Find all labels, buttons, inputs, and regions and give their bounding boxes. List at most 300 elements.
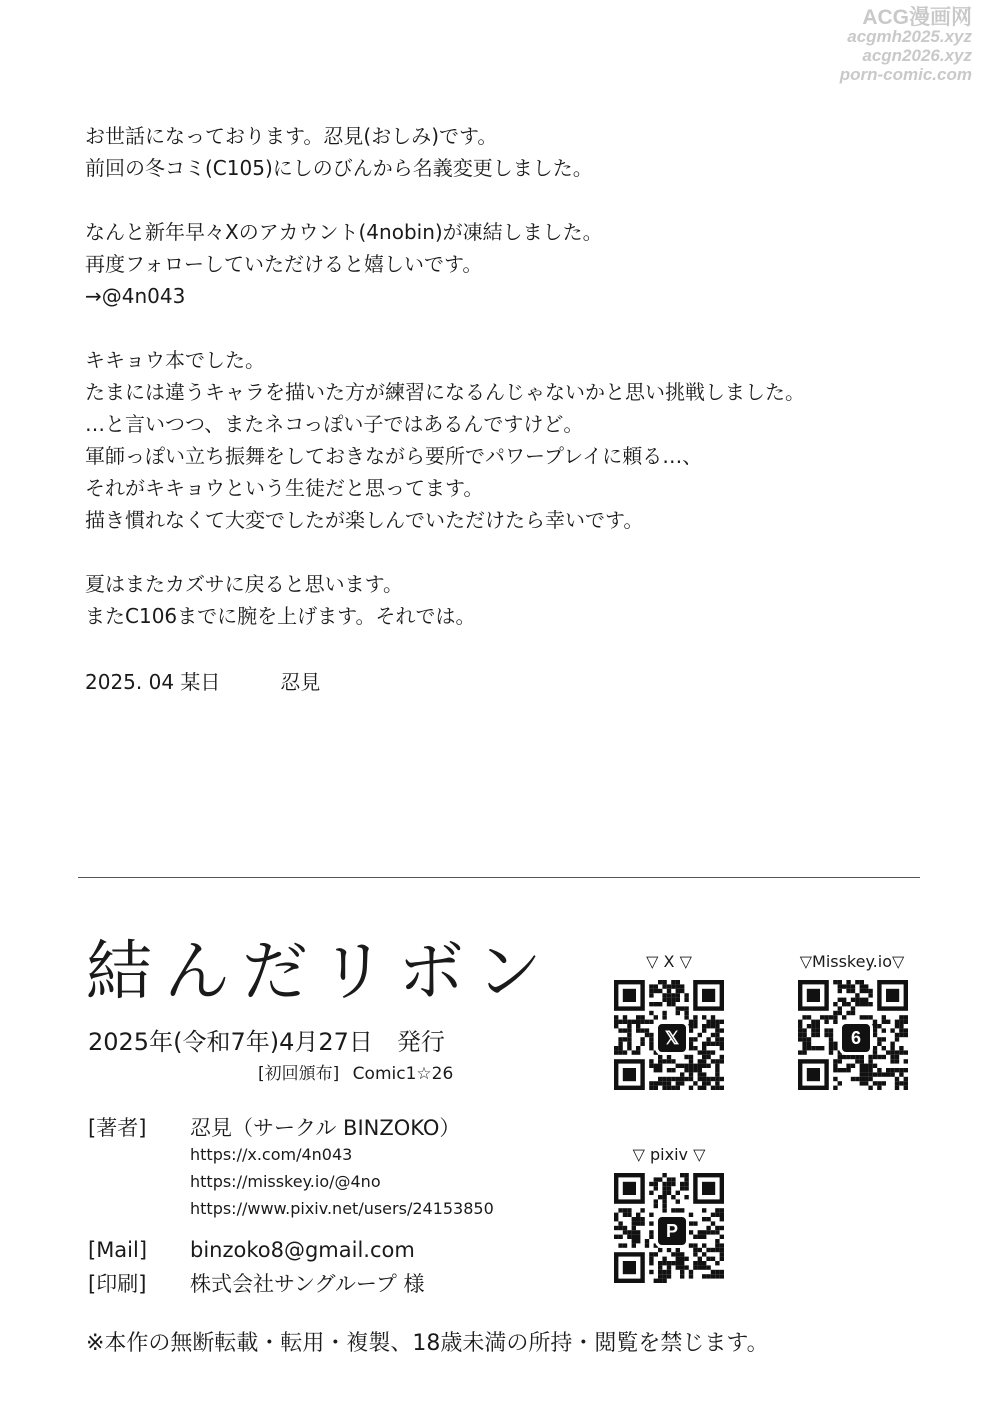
qr-module [711,1257,715,1261]
qr-module [811,1033,815,1037]
qr-module [886,1020,890,1024]
qr-module [662,1261,666,1265]
qr-module [706,1024,710,1028]
qr-module [662,1173,666,1177]
qr-module [667,1002,671,1006]
qr-module [720,1077,724,1081]
qr-module [842,1015,846,1019]
afterword-line: キキョウ本でした。 [85,348,265,372]
first-distribution-label: [初回頒布] [258,1064,340,1084]
qr-module [720,1046,724,1050]
qr-module [667,1270,671,1274]
qr-module [706,1217,710,1221]
qr-module [689,1020,693,1024]
qr-module [851,984,855,988]
qr-module [711,1230,715,1234]
qr-module [640,1028,644,1032]
qr-module [640,1221,644,1225]
afterword [85,120,925,664]
qr-module [864,1068,868,1072]
qr-module [829,1046,833,1050]
qr-module [838,1068,842,1072]
qr-module [680,1006,684,1010]
qr-module [649,1037,653,1041]
qr-module [886,1068,890,1072]
qr-module [671,1182,675,1186]
qr-module [662,984,666,988]
qr-module [702,1261,706,1265]
qr-module [693,1235,697,1239]
afterword-author: 忍見 [280,670,321,694]
qr-module [676,1086,680,1090]
qr-module [877,1072,881,1076]
qr-module [890,1072,894,1076]
qr-module [693,1046,697,1050]
qr-module [636,1221,640,1225]
qr-module [802,1028,806,1032]
qr-module [698,1050,702,1054]
qr-module [640,1020,644,1024]
qr-module [833,1020,837,1024]
qr-module [873,1081,877,1085]
qr-module [698,1230,702,1234]
section-divider [78,877,920,878]
qr-module [698,1261,702,1265]
qr-module [706,1064,710,1068]
qr-module [632,1243,636,1247]
qr-module [706,1037,710,1041]
publication-date: 2025年(令和7年)4月27日 発行 [88,1028,445,1056]
qr-module [689,1068,693,1072]
qr-module [662,1199,666,1203]
qr-module [706,1230,710,1234]
qr-module [614,1226,618,1230]
qr-module [693,1037,697,1041]
qr-module [680,1274,684,1278]
qr-module [833,1046,837,1050]
qr-module [711,1221,715,1225]
qr-module [702,1024,706,1028]
qr-module [693,1068,697,1072]
qr-module [904,1050,908,1054]
qr-module [680,1265,684,1269]
pixiv-logo-icon: P [655,1214,689,1248]
afterword-line: 軍師っぽい立ち振舞をしておきながら要所でパワープレイに頼る…、 [85,444,703,468]
qr-module [680,1252,684,1256]
qr-module [868,1055,872,1059]
qr-module [864,998,868,1002]
qr-module [636,1217,640,1221]
qr-module [846,989,850,993]
qr-module [842,1068,846,1072]
qr-module [715,1064,719,1068]
qr-module [890,1059,894,1063]
qr-module [640,1217,644,1221]
qr-finder-pattern [807,989,820,1002]
qr-module [802,1015,806,1019]
qr-module [689,1274,693,1278]
qr-module [654,1279,658,1283]
afterword-paragraph [85,568,925,632]
misskey-logo-icon: 6 [839,1021,873,1055]
qr-module [662,1191,666,1195]
qr-module [882,1020,886,1024]
qr-module [654,1068,658,1072]
qr-module [890,1055,894,1059]
qr-module [676,1265,680,1269]
qr-module [680,984,684,988]
qr-code-x[interactable] [614,980,724,1090]
qr-module [689,1221,693,1225]
qr-module [846,1068,850,1072]
qr-module [882,1046,886,1050]
qr-module [684,1257,688,1261]
qr-module [649,1064,653,1068]
qr-module [676,989,680,993]
qr-module [654,1204,658,1208]
qr-module [667,1274,671,1278]
qr-module [895,1050,899,1054]
qr-module [693,1243,697,1247]
qr-module [798,1024,802,1028]
qr-module [649,1059,653,1063]
qr-caption-x: ▽ X ▽ [646,952,692,971]
qr-module [693,1261,697,1265]
qr-module [671,1195,675,1199]
qr-module [715,1037,719,1041]
qr-module [860,1064,864,1068]
qr-module [649,1033,653,1037]
qr-module [720,1248,724,1252]
qr-module [899,1081,903,1085]
qr-module [649,1042,653,1046]
qr-module [658,1002,662,1006]
qr-module [838,984,842,988]
qr-module [627,1033,631,1037]
qr-caption-pixiv: ▽ pixiv ▽ [632,1145,706,1164]
qr-finder-pattern [702,989,715,1002]
qr-module [667,1081,671,1085]
mail-label: [Mail] [88,1238,148,1262]
qr-module [689,1046,693,1050]
qr-module [802,1037,806,1041]
qr-module [667,984,671,988]
qr-module [640,1208,644,1212]
first-distribution-event: Comic1☆26 [352,1064,454,1084]
qr-module [667,989,671,993]
qr-module [693,1015,697,1019]
qr-module [654,1177,658,1181]
qr-module [904,1015,908,1019]
afterword-line: またC106までに腕を上げます。それでは。 [85,604,476,628]
qr-module [833,1059,837,1063]
qr-module [899,1068,903,1072]
qr-finder-pattern [623,1182,636,1195]
qr-module [671,1261,675,1265]
qr-module [860,1077,864,1081]
qr-module [720,1042,724,1046]
qr-module [702,1243,706,1247]
qr-module [662,1077,666,1081]
qr-module [711,1042,715,1046]
qr-module [720,1086,724,1090]
qr-module [811,1028,815,1032]
qr-code-misskey[interactable] [798,980,908,1090]
qr-module [873,1033,877,1037]
qr-module [623,1050,627,1054]
qr-module [890,1046,894,1050]
qr-module [838,980,842,984]
qr-module [680,1064,684,1068]
qr-module [676,1077,680,1081]
qr-module [868,1086,872,1090]
qr-module [798,1037,802,1041]
qr-module [706,1055,710,1059]
qr-module [618,1020,622,1024]
qr-module [833,1042,837,1046]
qr-module [829,1028,833,1032]
qr-module [873,1050,877,1054]
qr-module [684,1055,688,1059]
qr-module [798,1028,802,1032]
qr-module [640,1015,644,1019]
qr-module [662,1081,666,1085]
qr-module [715,1033,719,1037]
qr-module [636,1046,640,1050]
qr-module [627,1230,631,1234]
qr-module [720,1217,724,1221]
qr-module [640,1042,644,1046]
qr-module [680,1077,684,1081]
qr-module [618,1042,622,1046]
qr-module [649,1213,653,1217]
qr-module [623,1230,627,1234]
qr-module [715,1042,719,1046]
qr-module [873,1072,877,1076]
qr-module [720,1028,724,1032]
qr-finder-pattern [886,989,899,1002]
qr-module [654,984,658,988]
watermark-line: ACG漫画网 [862,6,972,29]
qr-module [649,1230,653,1234]
qr-module [702,1015,706,1019]
qr-module [667,1265,671,1269]
qr-module [904,1028,908,1032]
qr-module [702,1055,706,1059]
qr-module [658,1270,662,1274]
qr-module [658,1064,662,1068]
qr-module [715,1213,719,1217]
qr-module [623,1208,627,1212]
qr-module [890,1068,894,1072]
qr-module [698,1248,702,1252]
qr-module [632,1235,636,1239]
qr-module [829,1050,833,1054]
afterword-line: たまには違うキャラを描いた方が練習になるんじゃないかと思い挑戦しました。 [85,380,805,404]
qr-module [824,1028,828,1032]
qr-module [662,1011,666,1015]
qr-module [873,1055,877,1059]
qr-module [899,1015,903,1019]
qr-module [662,1257,666,1261]
qr-module [667,1059,671,1063]
qr-module [860,1055,864,1059]
qr-module [671,1002,675,1006]
qr-module [877,1068,881,1072]
qr-module [662,980,666,984]
qr-module [649,984,653,988]
qr-module [720,1270,724,1274]
qr-module [720,1257,724,1261]
qr-module [829,1033,833,1037]
qr-module [658,980,662,984]
qr-module [864,1015,868,1019]
qr-module [860,1059,864,1063]
qr-module [864,1077,868,1081]
afterword-line: …と言いつつ、またネコっぽい子ではあるんですけど。 [85,412,584,436]
qr-module [698,1068,702,1072]
afterword-line: なんと新年早々Xのアカウント(4nobin)が凍結しました。 [85,220,603,244]
qr-module [658,1081,662,1085]
qr-module [636,1015,640,1019]
qr-module [807,1024,811,1028]
qr-module [645,1243,649,1247]
qr-module [846,1011,850,1015]
qr-module [829,1015,833,1019]
qr-module [807,1037,811,1041]
qr-module [614,1050,618,1054]
qr-module [658,1265,662,1269]
qr-module [711,1270,715,1274]
qr-module [627,1208,631,1212]
qr-module [706,1042,710,1046]
qr-module [702,1072,706,1076]
qr-module [684,1077,688,1081]
qr-module [623,1028,627,1032]
qr-module [689,1028,693,1032]
qr-module [720,1055,724,1059]
qr-module [868,1072,872,1076]
qr-module [671,1208,675,1212]
qr-module [658,1068,662,1072]
qr-module [658,1195,662,1199]
qr-module [855,1055,859,1059]
qr-module [649,1020,653,1024]
qr-module [649,1086,653,1090]
qr-module [895,1086,899,1090]
afterword-line: 前回の冬コミ(C105)にしのびんから名義変更しました。 [85,156,593,180]
qr-module [662,1195,666,1199]
qr-module [662,1059,666,1063]
qr-module [662,1182,666,1186]
qr-module [658,1279,662,1283]
qr-module [838,1081,842,1085]
mail-value[interactable]: binzoko8@gmail.com [190,1238,415,1262]
qr-module [618,1226,622,1230]
qr-module [706,1077,710,1081]
qr-finder-pattern [623,1261,636,1274]
qr-module [702,1046,706,1050]
author-url-x[interactable]: https://x.com/4n043 [190,1145,353,1164]
qr-module [618,1221,622,1225]
qr-module [654,1081,658,1085]
qr-module [698,1072,702,1076]
qr-module [689,1072,693,1076]
qr-module [895,1059,899,1063]
qr-code-pixiv[interactable] [614,1173,724,1283]
qr-module [846,1002,850,1006]
qr-module [706,1248,710,1252]
qr-module [882,1081,886,1085]
qr-module [680,1182,684,1186]
qr-module [715,1261,719,1265]
qr-module [860,989,864,993]
qr-module [860,1068,864,1072]
watermark-line: porn-comic.com [839,65,972,84]
qr-module [711,1248,715,1252]
qr-module [829,1037,833,1041]
qr-module [684,1068,688,1072]
qr-module [676,1081,680,1085]
qr-module [658,1077,662,1081]
qr-module [667,1177,671,1181]
qr-module [654,1252,658,1256]
qr-module [816,1028,820,1032]
author-url-pixiv[interactable]: https://www.pixiv.net/users/24153850 [190,1199,494,1218]
qr-module [649,993,653,997]
qr-module [680,989,684,993]
x-logo-icon: 𝕏 [655,1021,689,1055]
qr-module [702,1230,706,1234]
watermark [840,8,972,84]
qr-module [684,1173,688,1177]
qr-module [684,1265,688,1269]
qr-module [846,984,850,988]
qr-module [702,1077,706,1081]
qr-module [618,1243,622,1247]
qr-module [868,1015,872,1019]
qr-module [702,1265,706,1269]
qr-module [877,1042,881,1046]
qr-module [895,1020,899,1024]
qr-module [627,1028,631,1032]
qr-module [654,989,658,993]
qr-module [667,1186,671,1190]
qr-module [658,1261,662,1265]
qr-module [702,1235,706,1239]
qr-module [684,1182,688,1186]
author-url-misskey[interactable]: https://misskey.io/@4no [190,1172,381,1191]
watermark-line: acgn2026.xyz [862,46,972,65]
qr-module [698,1033,702,1037]
qr-module [899,1050,903,1054]
qr-module [895,1037,899,1041]
qr-module [706,1257,710,1261]
qr-module [671,1252,675,1256]
qr-module [693,1024,697,1028]
qr-module [860,980,864,984]
qr-module [807,1015,811,1019]
qr-module [698,1059,702,1063]
qr-module [680,1270,684,1274]
qr-module [676,1199,680,1203]
qr-module [614,1015,618,1019]
qr-module [689,1077,693,1081]
qr-module [636,1239,640,1243]
qr-module [614,1046,618,1050]
qr-module [702,1059,706,1063]
qr-module [698,1086,702,1090]
